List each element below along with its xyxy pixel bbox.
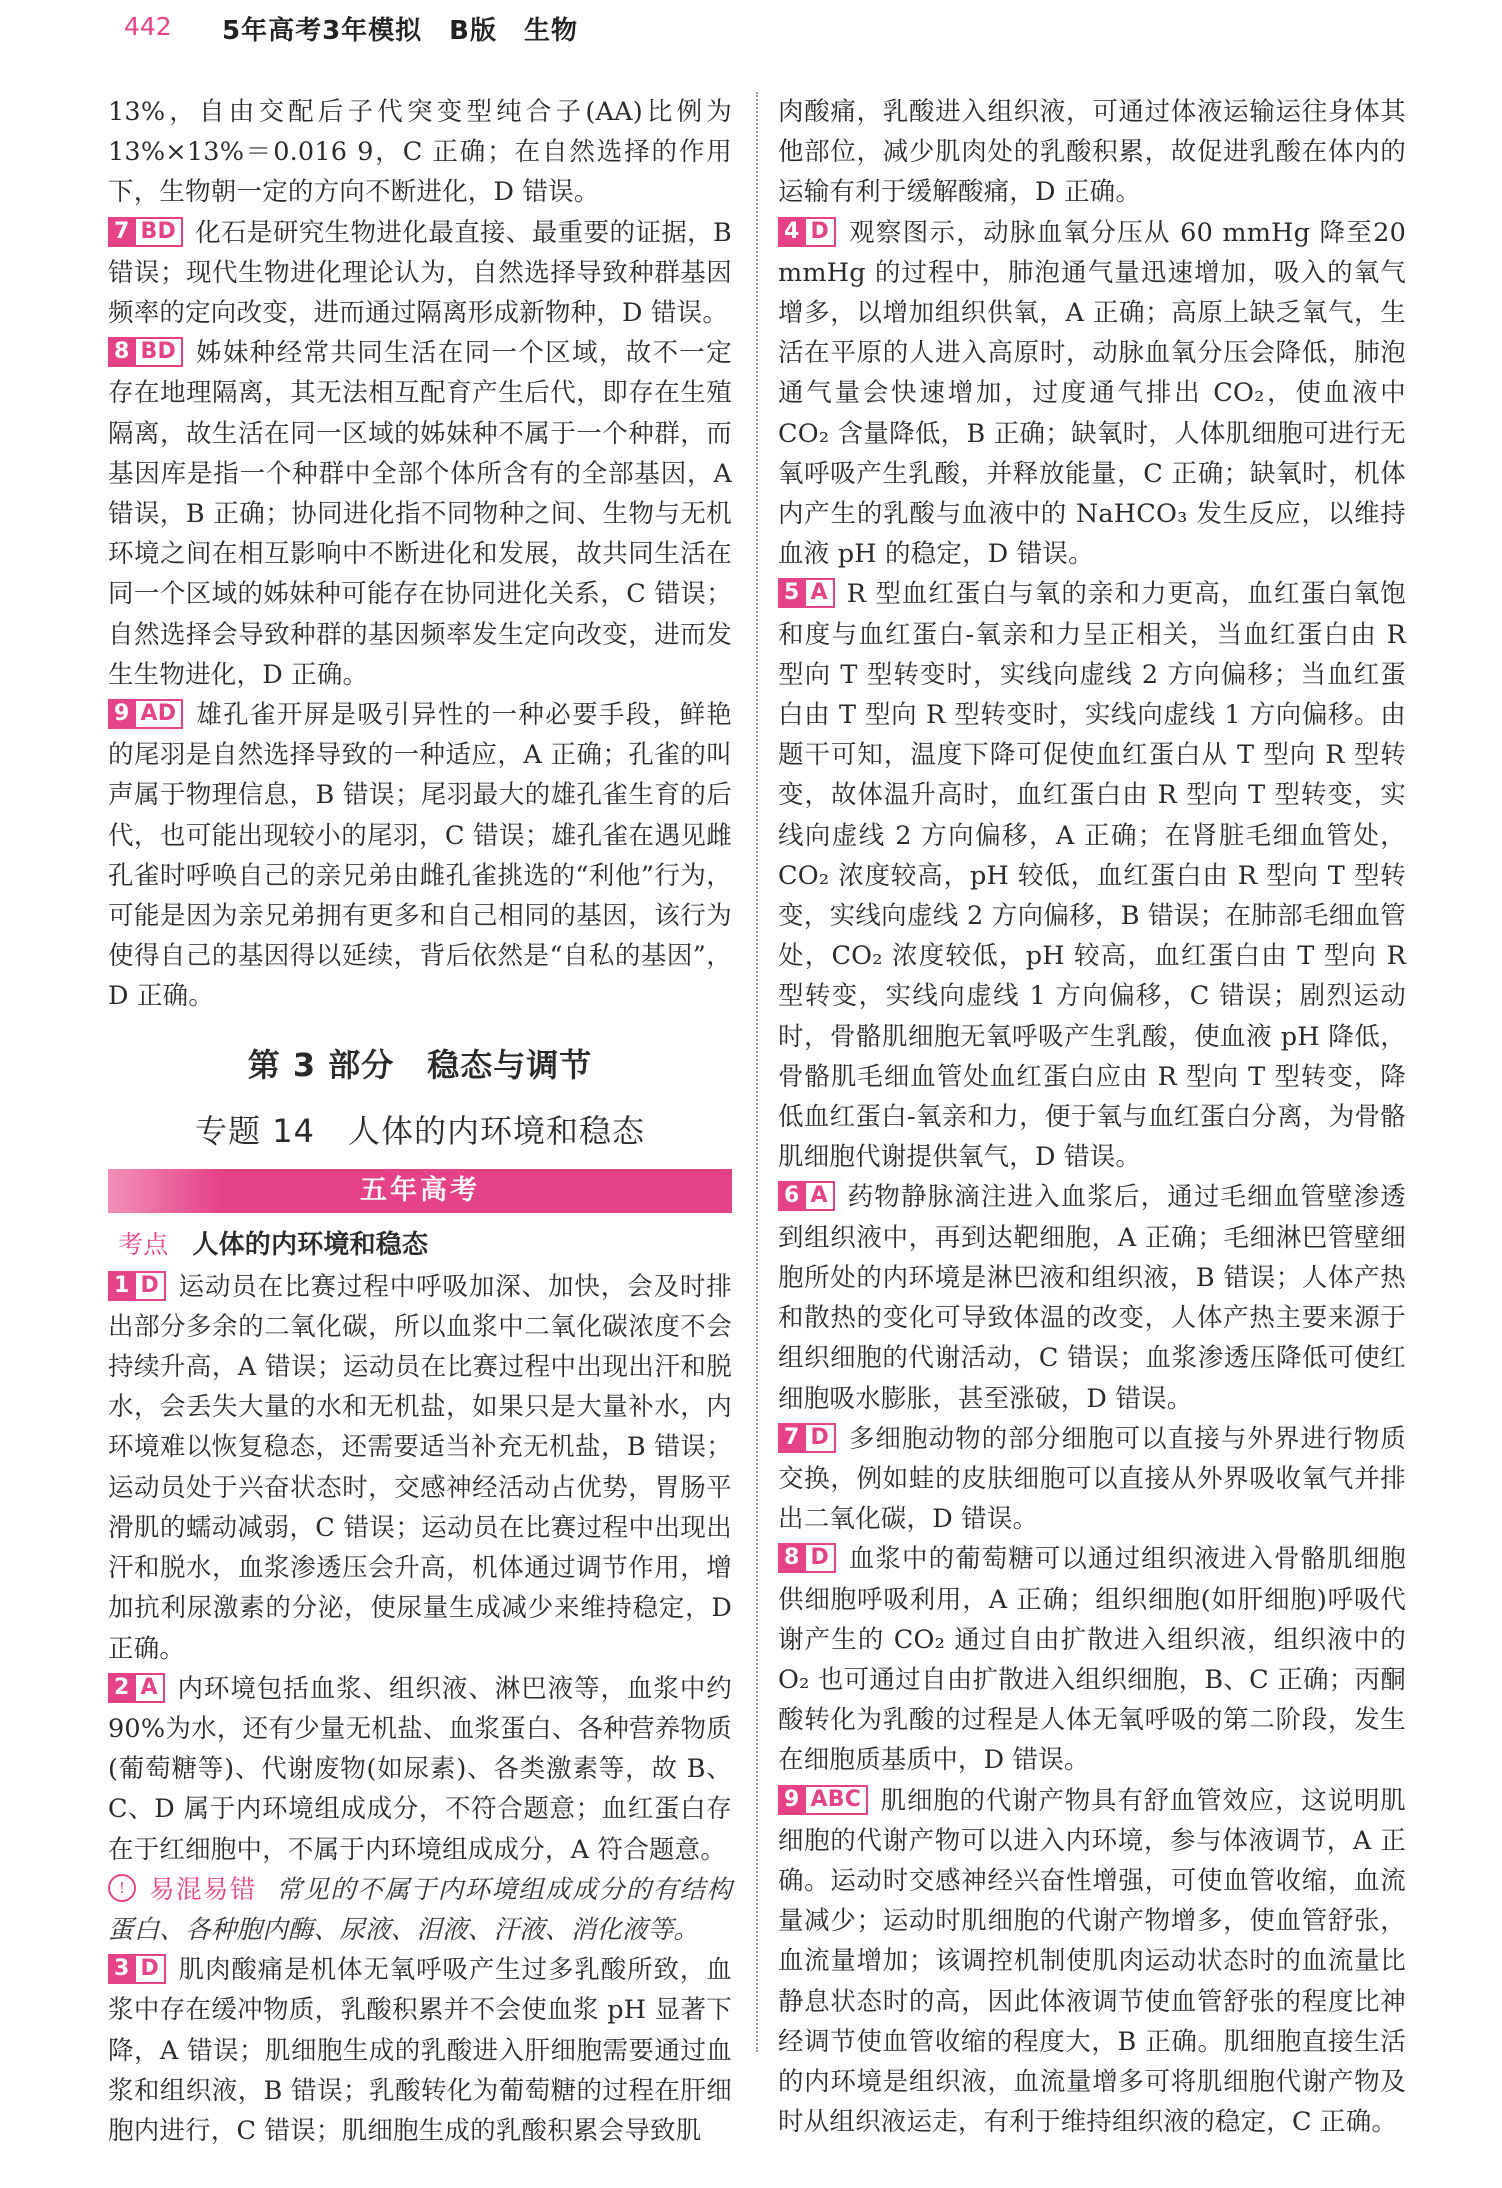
question-number: 5 xyxy=(778,578,806,608)
right-column xyxy=(778,92,1406,2138)
answer-badge xyxy=(778,578,835,608)
answer-badge xyxy=(108,217,183,247)
answer-text: 运动员在比赛过程中呼吸加深、加快，会及时排出部分多余的二氧化碳，所以血浆中二氧化碳浓度不会持续升高，A 错误；运动员在比赛过程中出现出汗和脱水，会丢失大量的水和无机盐，如果只是大量补水，内环境难以恢复稳态，还需要适当补充无机盐，B 错误；运动员处于兴奋状态时，交感神经活动占优势，胃肠平滑肌的蠕动减弱，C 错误；运动员在比赛过程中出现出汗和脱水，血浆渗透压会升高，机体通过调节作用，增加抗利尿激素的分泌，使尿量生成减少来维持稳定，D 正确。 xyxy=(108,1271,732,1664)
question-number: 1 xyxy=(108,1271,136,1301)
answer-badge xyxy=(778,1543,836,1573)
answer-paragraph xyxy=(778,574,1406,1177)
answer-letters: BD xyxy=(136,217,183,247)
answer-text: 血浆中的葡萄糖可以通过组织液进入骨骼肌细胞供细胞呼吸利用，A 正确；组织细胞(如肝细胞)呼吸代谢产生的 CO₂ 通过自由扩散进入组织液，组织液中的 O₂ 也可通过自由扩散进入组织细胞，B、C 正确；丙酮酸转化为乳酸的过程是人体无氧呼吸的第二阶段，发生在细胞质基质中，D 错误。 xyxy=(778,1544,1406,1776)
answer-text: R 型血红蛋白与氧的亲和力更高，血红蛋白氧饱和度与血红蛋白-氧亲和力呈正相关，当血红蛋白由 R 型向 T 型转变时，实线向虚线 2 方向偏移；当血红蛋白由 T 型向 R 型转变时，实线向虚线 1 方向偏移。由题干可知，温度下降可促使血红蛋白从 T 型向 R 型转变，故体温升高时，血红蛋白由 R 型向 T 型转变，实线向虚线 2 方向偏移，A 正确；在肾脏毛细血管处，CO₂ 浓度较高，pH 较低，血红蛋白由 R 型向 T 型转变，实线向虚线 2 方向偏移，B 错误；在肺部毛细血管处，CO₂ 浓度较低，pH 较高，血红蛋白由 T 型向 R 型转变，实线向虚线 1 方向偏移，C 错误；剧烈运动时，骨骼肌细胞无氧呼吸产生乳酸，使血液 pH 降低，骨骼肌毛细血管处血红蛋白应由 R 型向 T 型转变，降低血红蛋白-氧亲和力，便于氧与血红蛋白分离，为骨骼肌细胞代谢提供氧气，D 错误。 xyxy=(778,579,1406,1173)
answer-text: 观察图示，动脉血氧分压从 60 mmHg 降至20 mmHg 的过程中，肺泡通气量迅速增加，吸入的氧气增多，以增加组织供氧，A 正确；高原上缺乏氧气，生活在平原的人进入高原时，动脉血氧分压会降低，肺泡通气量会快速增加，过度通气排出 CO₂，使血液中 CO₂ 含量降低，B 正确；缺氧时，人体肌细胞可进行无氧呼吸产生乳酸，并释放能量，C 正确；缺氧时，机体内产生的乳酸与血液中的 NaHCO₃ 发生反应，以维持血液 pH 的稳定，D 错误。 xyxy=(778,217,1406,570)
answer-paragraph xyxy=(108,695,732,1017)
answer-paragraph xyxy=(778,1539,1406,1780)
answer-letters: D xyxy=(136,1271,166,1301)
answer-letters: A xyxy=(136,1673,165,1703)
question-number: 3 xyxy=(108,1954,136,1984)
question-number: 6 xyxy=(778,1181,806,1211)
answer-badge xyxy=(108,699,183,729)
question-number: 8 xyxy=(108,337,136,367)
answer-paragraph xyxy=(778,92,1406,213)
answer-badge xyxy=(778,217,836,247)
answer-badge xyxy=(108,1954,166,1984)
answer-paragraph xyxy=(778,1177,1406,1418)
answer-text: 肌肉酸痛是机体无氧呼吸产生过多乳酸所致，血浆中存在缓冲物质，乳酸积累并不会使血浆 pH 显著下降，A 错误；肌细胞生成的乳酸进入肝细胞需要通过血浆和组织液，B 错误；乳酸转化为葡萄糖的过程在肝细胞内进行，C 错误；肌细胞生成的乳酸积累会导致肌 xyxy=(108,1955,732,2146)
answer-text: 内环境包括血浆、组织液、淋巴液等，血浆中约90%为水，还有少量无机盐、血浆蛋白、各种营养物质(葡萄糖等)、代谢废物(如尿素)、各类激素等，故 B、C、D 属于内环境组成成分，不符合题意；血红蛋白存在于红细胞中，不属于内环境组成成分，A 符合题意。 xyxy=(108,1673,732,1865)
answer-text: 药物静脉滴注进入血浆后，通过毛细血管壁渗透到组织液中，再到达靶细胞，A 正确；毛细淋巴管壁细胞所处的内环境是淋巴液和组织液，B 错误；人体产热和散热的变化可导致体温的改变，人体产热主要来源于组织细胞的代谢活动，C 错误；血浆渗透压降低可使红细胞吸水膨胀，甚至涨破，D 错误。 xyxy=(778,1182,1406,1414)
answer-badge xyxy=(108,337,183,367)
book-title: 5年高考3年模拟 B版 生物 xyxy=(222,16,578,46)
answer-text: 姊妹种经常共同生活在同一个区域，故不一定存在地理隔离，其无法相互配育产生后代，即存在生殖隔离，故生活在同一区域的姊妹种不属于一个种群，而基因库是指一个种群中全部个体所含有的全部基因，A 错误，B 正确；协同进化指不同物种之间、生物与无机环境之间在相互影响中不断进化和发展，故共同生活在同一个区域的姊妹种可能存在协同进化关系，C 错误；自然选择会导致种群的基因频率发生定向改变，进而发生生物进化，D 正确。 xyxy=(108,338,732,690)
question-number: 7 xyxy=(778,1423,806,1453)
answer-paragraph xyxy=(108,1669,732,1870)
answer-paragraph xyxy=(778,1419,1406,1540)
answer-letters: BD xyxy=(136,337,183,367)
tip-tag: 易混易错 xyxy=(148,1874,257,1905)
kaodian-text: 人体的内环境和稳态 xyxy=(192,1229,429,1260)
answer-text: 化石是研究生物进化最直接、最重要的证据，B 错误；现代生物进化理论认为，自然选择导致种群基因频率的定向改变，进而通过隔离形成新物种，D 错误。 xyxy=(108,217,732,329)
part-title: 第 3 部分 稳态与调节 xyxy=(247,1045,593,1084)
answer-letters: A xyxy=(806,1181,835,1211)
answer-letters: AD xyxy=(136,699,184,729)
answer-paragraph xyxy=(108,1950,732,2151)
page-number: 442 xyxy=(124,12,172,41)
answer-paragraph xyxy=(108,333,732,695)
answer-paragraph xyxy=(108,92,732,213)
question-number: 9 xyxy=(108,699,136,729)
answer-letters: ABC xyxy=(806,1785,869,1815)
question-number: 4 xyxy=(778,217,806,247)
exclamation-icon: ! xyxy=(108,1874,136,1902)
answer-badge xyxy=(108,1271,166,1301)
section-banner: 五年高考 xyxy=(108,1169,732,1213)
kaodian-tag: 考点 xyxy=(118,1229,169,1259)
answer-text: 多细胞动物的部分细胞可以直接与外界进行物质交换，例如蛙的皮肤细胞可以直接从外界吸收氧气并排出二氧化碳，D 错误。 xyxy=(778,1423,1406,1535)
topic-title: 专题 14 人体的内环境和稳态 xyxy=(195,1111,645,1150)
answer-paragraph xyxy=(108,213,732,334)
question-number: 7 xyxy=(108,217,136,247)
answer-text: 肉酸痛，乳酸进入组织液，可通过体液运输运往身体其他部位，减少肌肉处的乳酸积累，故促进乳酸在体内的运输有利于缓解酸痛，D 正确。 xyxy=(778,97,1406,208)
answer-text: 肌细胞的代谢产物具有舒血管效应，这说明肌细胞的代谢产物可以进入内环境，参与体液调节，A 正确。运动时交感神经兴奋性增强，可使血管收缩，血流量减少；运动时肌细胞的代谢产物增多，使血管舒张，血流量增加；该调控机制使肌肉运动状态时的血流量比静息状态时的高，因此体液调节使血管舒张的程度比神经调节使血管收缩的程度大，B 正确。肌细胞直接生活的内环境是组织液，血流量增多可将肌细胞代谢产物及时从组织液运走，有利于维持组织液的稳定，C 正确。 xyxy=(778,1785,1406,2138)
answer-badge xyxy=(108,1673,165,1703)
question-number: 2 xyxy=(108,1673,136,1703)
answer-paragraph xyxy=(778,1781,1406,2143)
answer-badge xyxy=(778,1181,835,1211)
answer-letters: D xyxy=(806,1543,836,1573)
answer-badge xyxy=(778,1423,836,1453)
answer-paragraph xyxy=(108,1267,732,1669)
question-number: 8 xyxy=(778,1543,806,1573)
left-column xyxy=(108,92,732,2146)
answer-badge xyxy=(778,1785,868,1815)
answer-letters: D xyxy=(806,217,836,247)
column-divider xyxy=(756,92,758,2052)
answer-letters: D xyxy=(806,1423,836,1453)
answer-text: 13%，自由交配后子代突变型纯合子(AA)比例为13%×13%＝0.016 9，C 正确；在自然选择的作用下，生物朝一定的方向不断进化，D 错误。 xyxy=(108,97,732,208)
answer-paragraph xyxy=(778,213,1406,575)
tip-note xyxy=(108,1870,732,1950)
question-number: 9 xyxy=(778,1785,806,1815)
tip-text: 常见的不属于内环境组成成分的有结构蛋白、各种胞内酶、尿液、泪液、汗液、消化液等。 xyxy=(108,1874,732,1945)
answer-letters: A xyxy=(806,578,835,608)
answer-letters: D xyxy=(136,1954,166,1984)
kaodian-heading xyxy=(108,1225,732,1265)
answer-text: 雄孔雀开屏是吸引异性的一种必要手段，鲜艳的尾羽是自然选择导致的一种适应，A 正确；孔雀的叫声属于物理信息，B 错误；尾羽最大的雄孔雀生育的后代，也可能出现较小的尾羽，C 错误；雄孔雀在遇见雌孔雀时呼唤自己的亲兄弟由雌孔雀挑选的“利他”行为，可能是因为亲兄弟拥有更多和自己相同的基因，该行为使得自己的基因得以延续，背后依然是“自私的基因”，D 正确。 xyxy=(108,700,732,1012)
page-header xyxy=(0,0,1502,70)
